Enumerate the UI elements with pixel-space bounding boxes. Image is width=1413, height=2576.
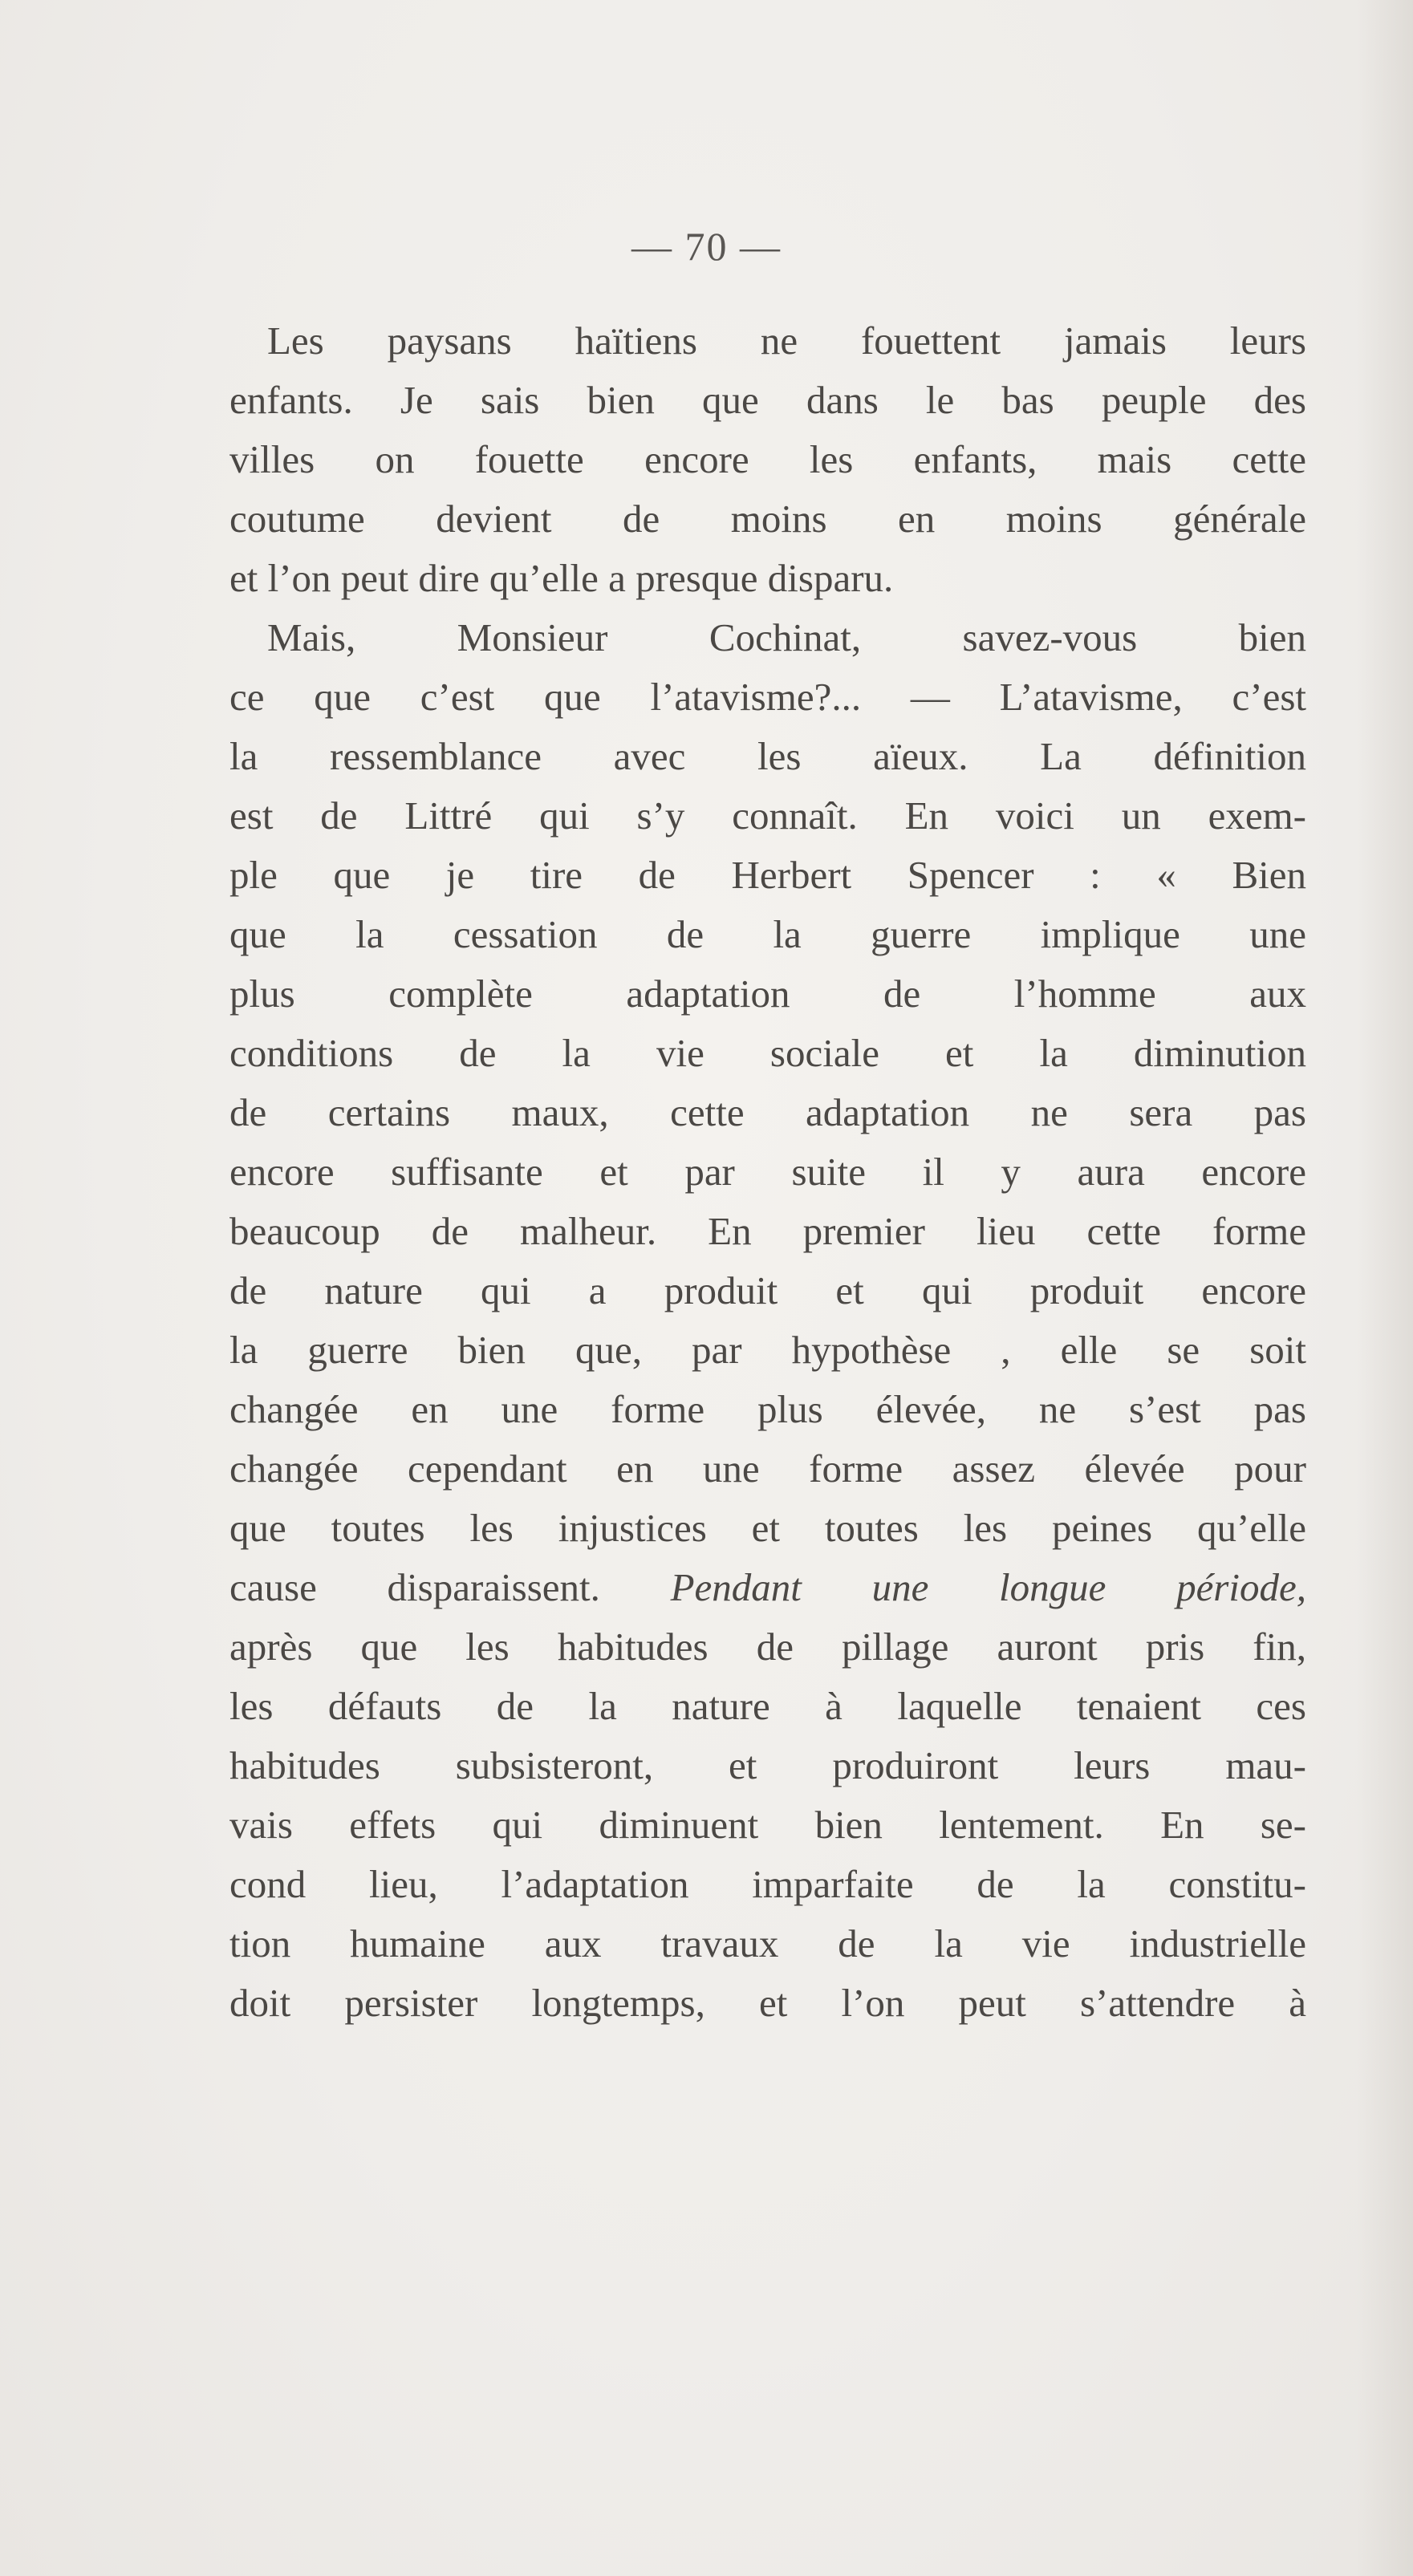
text-line: doit persister longtemps, et l’on peut s’attendre à [229,1981,1306,2025]
text-line: que la cessation de la guerre implique une [229,912,1306,956]
text-line: habitudes subsisteront, et produiront leurs mau- [229,1743,1306,1787]
text-line: est de Littré qui s’y connaît. En voici un exem- [229,793,1306,838]
text-line: beaucoup de malheur. En premier lieu cette forme [229,1209,1306,1253]
text-line: coutume devient de moins en moins générale [229,497,1306,541]
text-line: changée en une forme plus élevée, ne s’est pas [229,1387,1306,1431]
text-line: ple que je tire de Herbert Spencer : « Bien [229,853,1306,897]
text-line: de certains maux, cette adaptation ne sera pas [229,1090,1306,1134]
text-line: les défauts de la nature à laquelle tenaient ces [229,1684,1306,1728]
text-line: la guerre bien que, par hypothèse , elle se soit [229,1328,1306,1372]
text-line: que toutes les injustices et toutes les peines qu’elle [229,1506,1306,1550]
text-line-with-italic [229,1558,1306,1617]
body-text [229,311,1306,2033]
text-line: cond lieu, l’adaptation imparfaite de la constitu- [229,1862,1306,1906]
text-line: de nature qui a produit et qui produit encore [229,1268,1306,1312]
text-segment: cause disparaissent. [229,1565,671,1609]
text-line: encore suffisante et par suite il y aura encore [229,1150,1306,1194]
text-line: et l’on peut dire qu’elle a presque disparu. [229,556,894,600]
text-line: enfants. Je sais bien que dans le bas peuple des [229,378,1306,422]
text-line: changée cependant en une forme assez élevée pour [229,1446,1306,1491]
text-line: conditions de la vie sociale et la diminution [229,1031,1306,1075]
text-line: ce que c’est que l’atavisme?... — L’atavisme, c’est [229,675,1306,719]
text-line: vais effets qui diminuent bien lentement. En se- [229,1803,1306,1847]
text-line: la ressemblance avec les aïeux. La définition [229,734,1306,778]
italic-text-segment: Pendant une longue période, [670,1565,1306,1609]
text-line: plus complète adaptation de l’homme aux [229,972,1306,1016]
text-line: villes on fouette encore les enfants, mais cette [229,437,1306,481]
text-line: Mais, Monsieur Cochinat, savez-vous bien [267,615,1306,659]
text-line: après que les habitudes de pillage auront pris fin, [229,1625,1306,1669]
page-number: — 70 — [631,224,782,269]
text-line: tion humaine aux travaux de la vie industrielle [229,1921,1306,1965]
text-line: Les paysans haïtiens ne fouettent jamais leurs [267,318,1306,363]
page-edge-shadow [1357,0,1413,2576]
